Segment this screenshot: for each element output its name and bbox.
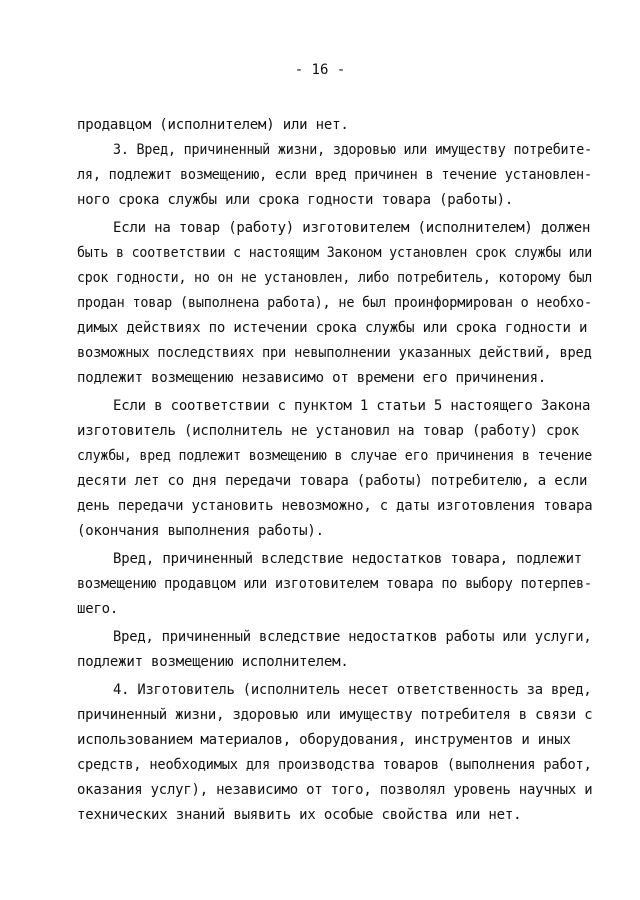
- text-line: Если в соответствии с пунктом 1 статьи 5 настоящего Закона: [113, 398, 591, 414]
- text-line: подлежит возмещению исполнителем.: [77, 654, 349, 670]
- text-line: шего.: [77, 601, 119, 617]
- text-line: подлежит возмещению независимо от времени его причинения.: [77, 370, 547, 386]
- text-line: оказания услуг), независимо от того, позволял уровень научных и: [77, 782, 593, 798]
- text-line: продан товар (выполнена работа), не был проинформирован о необхо-: [77, 295, 592, 311]
- text-line: димых действиях по истечении срока службы или срока годности и: [77, 320, 588, 336]
- text-line: быть в соответствии с настоящим Законом установлен срок службы или: [77, 245, 593, 261]
- text-line: 3. Вред, причиненный жизни, здоровью или имуществу потребите-: [113, 142, 592, 158]
- text-line: ного срока службы или срока годности товара (работы).: [77, 192, 514, 208]
- text-line: средств, необходимых для производства товаров (выполнения работ,: [77, 757, 592, 773]
- text-line: десяти лет со дня передачи товара (работы) потребителю, а если: [77, 473, 588, 489]
- text-line: (окончания выполнения работы).: [77, 523, 324, 539]
- text-line: 4. Изготовитель (исполнитель несет ответственность за вред,: [113, 682, 592, 698]
- text-line: использованием материалов, оборудования, инструментов и иных: [77, 732, 571, 748]
- page-number: - 16 -: [294, 62, 346, 78]
- text-line: срок годности, но он не установлен, либо потребитель, которому был: [77, 270, 593, 286]
- text-line: продавцом (исполнителем) или нет.: [77, 117, 349, 133]
- text-line: возможных последствиях при невыполнении указанных действий, вред: [77, 345, 592, 361]
- text-line: технических знаний выявить их особые свойства или нет.: [77, 807, 522, 823]
- text-line: Если на товар (работу) изготовителем (исполнителем) должен: [113, 220, 591, 236]
- text-line: возмещению продавцом или изготовителем товара по выбору потерпев-: [77, 576, 592, 592]
- text-line: Вред, причиненный вследствие недостатков товара, подлежит: [113, 551, 583, 567]
- text-line: Вред, причиненный вследствие недостатков работы или услуги,: [113, 629, 592, 645]
- text-line: причиненный жизни, здоровью или имуществу потребителя в связи с: [77, 707, 593, 723]
- text-line: день передачи установить невозможно, с даты изготовления товара: [77, 498, 593, 514]
- text-line: ля, подлежит возмещению, если вред причинен в течение установлен-: [77, 167, 592, 183]
- text-line: изготовитель (исполнитель не установил на товар (работу) срок: [77, 423, 579, 439]
- text-line: службы, вред подлежит возмещению в случае его причинения в течение: [77, 448, 593, 464]
